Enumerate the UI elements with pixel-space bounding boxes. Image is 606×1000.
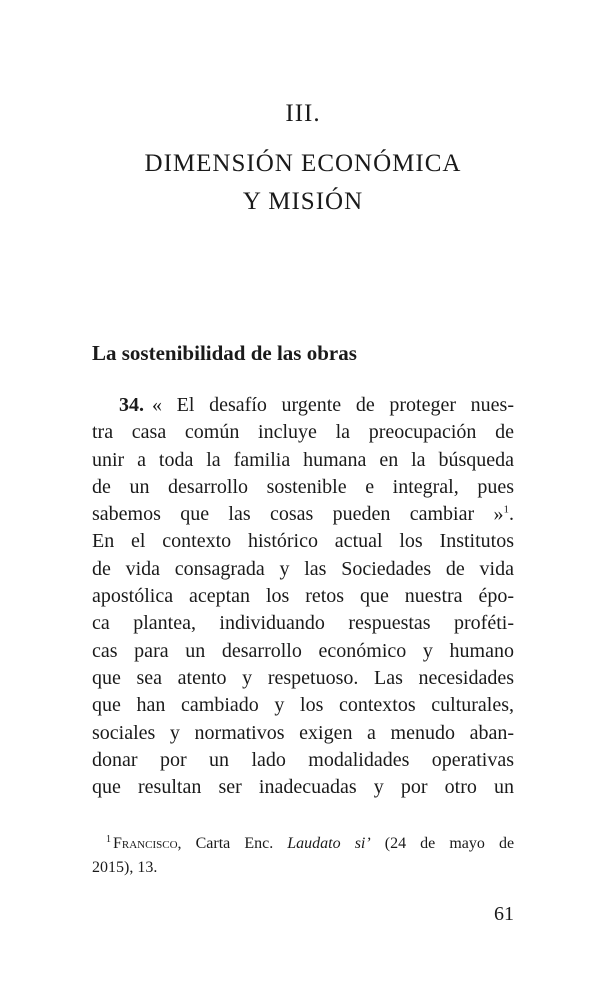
text-line [92,501,514,528]
text-line: apostólica aceptan los retos que nuestra épo- [92,585,514,608]
footnote-work-title: Laudato si’ [287,835,371,852]
text-line: En el contexto histórico actual los Institutos [92,530,514,553]
chapter-number: III. [285,100,321,127]
chapter-title-line-2: Y MISIÓN [242,188,364,215]
footnote-ref-punct: . [509,503,514,526]
text-line: que han cambiado y los contextos culturales, [92,694,514,717]
footnote-details: (24 de mayo de [384,835,515,852]
footnote-author: Francisco, [113,835,182,852]
section-heading: La sostenibilidad de las obras [92,341,357,365]
text-line: que resultan ser inadecuadas y por otro un [92,776,514,799]
text-line: unir a toda la familia humana en la búsqueda [92,448,514,471]
footnote-line [92,832,514,856]
chapter-title-line-1: DIMENSIÓN ECONÓMICA [144,150,462,177]
paragraph-number: 34. [119,394,144,416]
footnote-reference[interactable]: 1 [503,503,509,516]
page-number: 61 [494,903,514,925]
text-line: cas para un desarrollo económico y humano [92,639,514,662]
text-line: de vida consagrada y las Sociedades de vida [92,557,514,580]
footnote-mark: 1 [106,833,111,845]
text-line: que sea atento y respetuoso. Las necesidades [92,666,514,689]
text-line-content: « El desafío urgente de proteger nues- [152,394,514,416]
text-line: donar por un lado modalidades operativas [92,748,514,771]
footnote-doc-type: Carta Enc. [195,835,274,852]
footnote-line: 2015), 13. [92,859,158,876]
text-line-content: sabemos que las cosas pueden cambiar » [92,503,504,526]
text-line: sociales y normativos exigen a menudo aban- [92,721,514,744]
text-line: ca plantea, individuando respuestas proféti- [92,612,514,635]
text-line: de un desarrollo sostenible e integral, pues [92,475,514,498]
footnote [92,832,514,880]
text-line: tra casa común incluye la preocupación de [92,421,514,444]
text-line [92,392,514,419]
chapter-title [0,145,606,221]
body-paragraph [92,392,514,801]
